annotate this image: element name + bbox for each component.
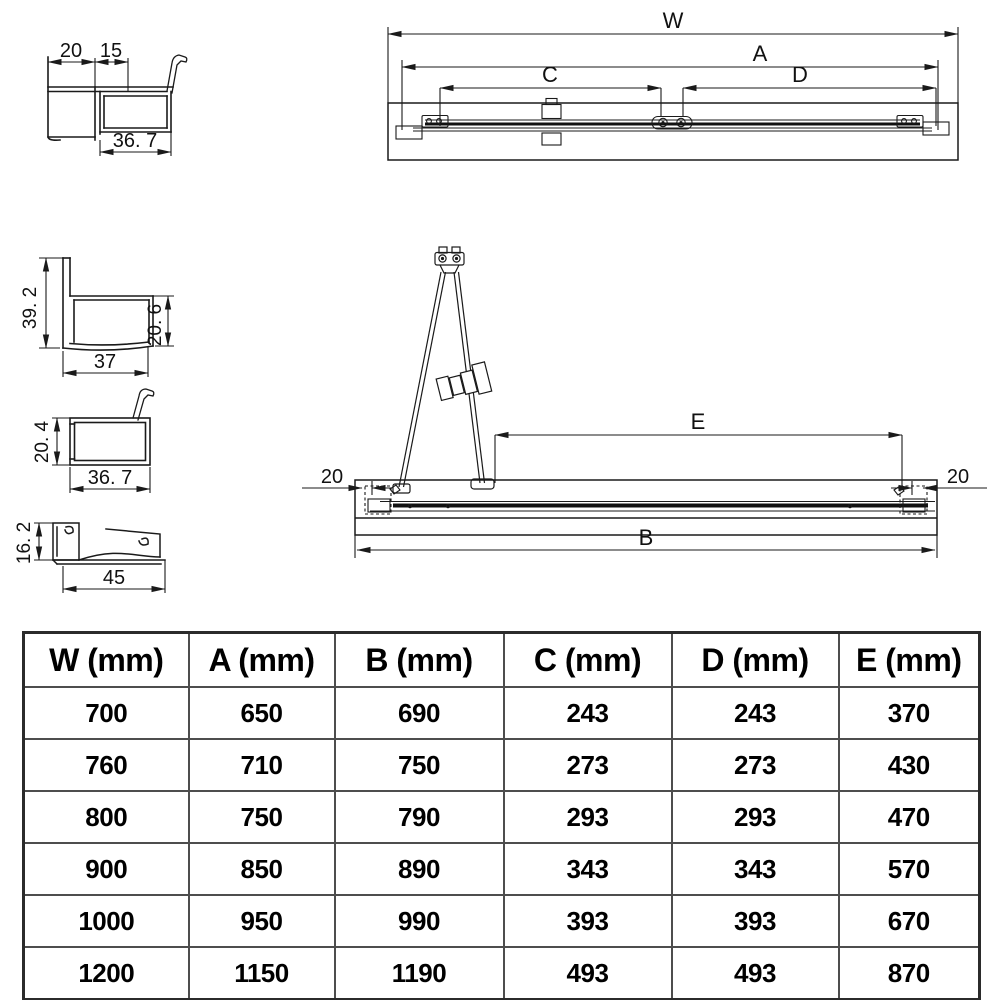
table-header-cell: A (mm)	[189, 633, 335, 688]
profile-drawing-base	[14, 503, 187, 598]
table-row	[24, 739, 980, 791]
dim-label-39-2: 39. 2	[20, 286, 41, 330]
dim-label-E: E	[690, 409, 706, 434]
rail-detail	[365, 485, 935, 514]
table-cell: 950	[189, 895, 335, 947]
dim-label-20-right: 20	[946, 466, 970, 488]
table-cell: 990	[335, 895, 504, 947]
table-cell: 850	[189, 843, 335, 895]
table-header-cell: B (mm)	[335, 633, 504, 688]
hanging-bracket	[393, 247, 494, 493]
dimension-lines	[388, 27, 958, 130]
table-cell: 273	[504, 739, 672, 791]
plan-view-drawing	[380, 8, 970, 170]
dim-label-20-6: 20. 6	[145, 303, 166, 347]
dim-label-15: 15	[99, 40, 123, 62]
table-cell: 700	[24, 687, 189, 739]
table-cell: 343	[504, 843, 672, 895]
profile-drawing-l-shape	[22, 248, 182, 388]
dim-label-36-7b: 36. 7	[87, 467, 133, 489]
profile-drawing-top-left	[30, 33, 200, 168]
table-cell: 493	[504, 947, 672, 1000]
table-cell: 710	[189, 739, 335, 791]
table-header-cell: E (mm)	[839, 633, 980, 688]
dim-label-20-left: 20	[320, 466, 344, 488]
table-cell: 670	[839, 895, 980, 947]
table-cell: 750	[189, 791, 335, 843]
table-cell: 1190	[335, 947, 504, 1000]
table-cell: 470	[839, 791, 980, 843]
dim-label-C: C	[542, 62, 558, 87]
table-cell: 243	[504, 687, 672, 739]
side-view-drawing	[290, 243, 990, 568]
dim-label-36-7: 36. 7	[112, 130, 158, 152]
dim-label-W: W	[662, 8, 684, 33]
profile-outline	[70, 389, 154, 465]
table-cell: 343	[672, 843, 839, 895]
dim-label-37: 37	[93, 351, 117, 373]
dim-label-20: 20	[59, 40, 83, 62]
table-cell: 273	[672, 739, 839, 791]
table-cell: 870	[839, 947, 980, 1000]
table-cell: 570	[839, 843, 980, 895]
table-cell: 1200	[24, 947, 189, 1000]
spec-table	[22, 631, 981, 1000]
table-header-cell: C (mm)	[504, 633, 672, 688]
table-cell: 790	[335, 791, 504, 843]
table-cell: 650	[189, 687, 335, 739]
table-row	[24, 791, 980, 843]
table-cell: 1000	[24, 895, 189, 947]
table-header-row	[24, 633, 980, 688]
table-header-cell: D (mm)	[672, 633, 839, 688]
table-cell: 800	[24, 791, 189, 843]
dim-label-A: A	[752, 41, 768, 66]
table-cell: 900	[24, 843, 189, 895]
table-header-cell: W (mm)	[24, 633, 189, 688]
table-cell: 1150	[189, 947, 335, 1000]
profile-outline	[48, 55, 187, 140]
profile-outline	[63, 258, 153, 350]
dim-label-45: 45	[102, 567, 126, 589]
table-cell: 493	[672, 947, 839, 1000]
dim-label-16-2: 16. 2	[14, 521, 35, 565]
profile-drawing-box	[22, 383, 182, 501]
table-row	[24, 843, 980, 895]
table-cell: 430	[839, 739, 980, 791]
rail-assembly	[396, 99, 949, 146]
table-row	[24, 895, 980, 947]
table-cell: 890	[335, 843, 504, 895]
table-cell: 370	[839, 687, 980, 739]
table-cell: 760	[24, 739, 189, 791]
table-cell: 690	[335, 687, 504, 739]
table-cell: 750	[335, 739, 504, 791]
table-cell: 393	[504, 895, 672, 947]
table-cell: 293	[504, 791, 672, 843]
dim-label-20-4: 20. 4	[32, 420, 53, 464]
table-cell: 243	[672, 687, 839, 739]
table-row	[24, 687, 980, 739]
table-cell: 293	[672, 791, 839, 843]
profile-outline	[53, 523, 165, 564]
dim-label-B: B	[638, 525, 654, 550]
table-cell: 393	[672, 895, 839, 947]
dim-label-D: D	[792, 62, 808, 87]
table-row	[24, 947, 980, 1000]
